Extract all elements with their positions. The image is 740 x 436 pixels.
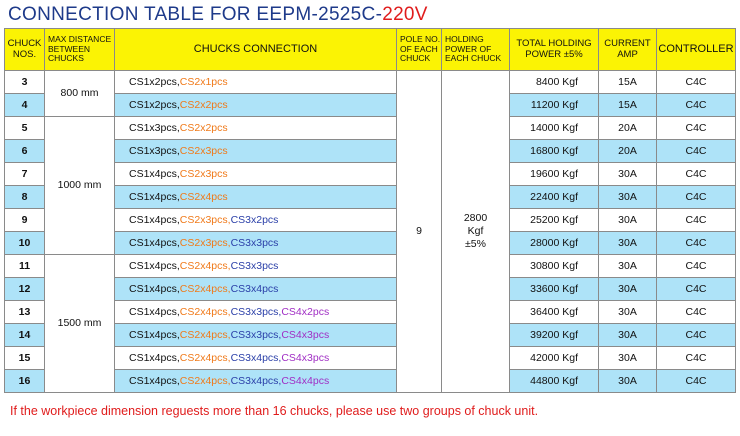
current-amp-cell: 15A <box>599 71 657 94</box>
current-amp-cell: 20A <box>599 117 657 140</box>
controller-cell: C4C <box>657 370 736 393</box>
connection-part: CS3x3pcs <box>230 237 279 249</box>
chuck-number-cell: 15 <box>5 347 45 370</box>
connection-part: CS1x4pcs, <box>129 306 180 318</box>
controller-cell: C4C <box>657 347 736 370</box>
connection-part: CS2x4pcs, <box>179 375 231 387</box>
connection-part: CS3x4pcs, <box>230 375 282 387</box>
table-row <box>5 301 736 324</box>
current-amp-cell: 30A <box>599 163 657 186</box>
connection-part: CS3x3pcs <box>230 260 279 272</box>
connection-part: CS1x4pcs, <box>129 352 180 364</box>
connection-part: CS2x2pcs <box>179 99 228 111</box>
connection-part: CS1x4pcs, <box>129 329 180 341</box>
connection-part: CS2x2pcs <box>179 122 228 134</box>
table-row <box>5 163 736 186</box>
connection-part: CS2x4pcs, <box>179 352 231 364</box>
connection-part: CS1x4pcs, <box>129 168 180 180</box>
connection-part: CS2x3pcs <box>179 145 228 157</box>
table-row <box>5 186 736 209</box>
header-holding-power: HOLDING POWER OF EACH CHUCK <box>442 29 510 71</box>
chuck-number-cell: 4 <box>5 94 45 117</box>
connection-cell <box>115 209 397 232</box>
connection-part: CS2x4pcs, <box>179 283 231 295</box>
connection-part: CS1x3pcs, <box>129 122 180 134</box>
table-row <box>5 140 736 163</box>
chuck-number-cell: 5 <box>5 117 45 140</box>
table-row <box>5 347 736 370</box>
connection-part: CS4x3pcs <box>281 352 330 364</box>
current-amp-cell: 30A <box>599 232 657 255</box>
table-row <box>5 324 736 347</box>
connection-part: CS1x4pcs, <box>129 283 180 295</box>
connection-cell <box>115 278 397 301</box>
connection-part: CS2x1pcs <box>179 76 228 88</box>
total-holding-cell: 30800 Kgf <box>510 255 599 278</box>
footnote: If the workpiece dimension reguests more than 16 chucks, please use two groups of chuck unit. <box>10 404 539 418</box>
connection-part: CS1x4pcs, <box>129 260 180 272</box>
holding-power-cell: 2800 Kgf ±5% <box>442 71 510 393</box>
current-amp-cell: 30A <box>599 301 657 324</box>
connection-part: CS2x4pcs, <box>179 329 231 341</box>
controller-cell: C4C <box>657 301 736 324</box>
connection-part: CS2x3pcs, <box>179 214 231 226</box>
table-row <box>5 71 736 94</box>
total-holding-cell: 33600 Kgf <box>510 278 599 301</box>
header-controller: CONTROLLER <box>657 29 736 71</box>
connection-part: CS1x2pcs, <box>129 76 180 88</box>
connection-part: CS1x4pcs, <box>129 191 180 203</box>
chuck-number-cell: 8 <box>5 186 45 209</box>
chuck-number-cell: 3 <box>5 71 45 94</box>
current-amp-cell: 30A <box>599 347 657 370</box>
total-holding-cell: 36400 Kgf <box>510 301 599 324</box>
chuck-number-cell: 6 <box>5 140 45 163</box>
connection-cell <box>115 255 397 278</box>
connection-part: CS1x4pcs, <box>129 214 180 226</box>
connection-part: CS1x2pcs, <box>129 99 180 111</box>
controller-cell: C4C <box>657 94 736 117</box>
chuck-number-cell: 16 <box>5 370 45 393</box>
current-amp-cell: 30A <box>599 370 657 393</box>
max-distance-cell: 800 mm <box>45 71 115 117</box>
current-amp-cell: 30A <box>599 186 657 209</box>
chuck-number-cell: 12 <box>5 278 45 301</box>
max-distance-cell: 1000 mm <box>45 117 115 255</box>
connection-part: CS1x4pcs, <box>129 375 180 387</box>
connection-part: CS2x4pcs, <box>179 306 231 318</box>
chuck-number-cell: 10 <box>5 232 45 255</box>
table-row <box>5 278 736 301</box>
connection-part: CS1x4pcs, <box>129 237 180 249</box>
table-row <box>5 94 736 117</box>
current-amp-cell: 15A <box>599 94 657 117</box>
connection-cell <box>115 301 397 324</box>
total-holding-cell: 8400 Kgf <box>510 71 599 94</box>
header-chuck-nos: CHUCK NOS. <box>5 29 45 71</box>
controller-cell: C4C <box>657 117 736 140</box>
controller-cell: C4C <box>657 71 736 94</box>
connection-cell <box>115 324 397 347</box>
chuck-number-cell: 13 <box>5 301 45 324</box>
chuck-number-cell: 9 <box>5 209 45 232</box>
controller-cell: C4C <box>657 163 736 186</box>
controller-cell: C4C <box>657 255 736 278</box>
table-row <box>5 370 736 393</box>
title-main: CONNECTION TABLE FOR EEPM-2525C- <box>8 4 383 25</box>
total-holding-cell: 42000 Kgf <box>510 347 599 370</box>
page-title <box>8 4 428 26</box>
connection-cell <box>115 94 397 117</box>
total-holding-cell: 14000 Kgf <box>510 117 599 140</box>
connection-part: CS2x4pcs, <box>179 260 231 272</box>
connection-part: CS2x4pcs <box>179 191 228 203</box>
header-row <box>5 29 736 71</box>
connection-cell <box>115 186 397 209</box>
header-max-distance: MAX DISTANCE BETWEEN CHUCKS <box>45 29 115 71</box>
controller-cell: C4C <box>657 209 736 232</box>
total-holding-cell: 16800 Kgf <box>510 140 599 163</box>
total-holding-cell: 19600 Kgf <box>510 163 599 186</box>
connection-part: CS3x3pcs, <box>230 329 282 341</box>
connection-table <box>4 28 736 393</box>
pole-number-cell: 9 <box>397 71 442 393</box>
table-row <box>5 255 736 278</box>
total-holding-cell: 39200 Kgf <box>510 324 599 347</box>
connection-part: CS3x4pcs, <box>230 352 282 364</box>
max-distance-cell: 1500 mm <box>45 255 115 393</box>
table-row <box>5 117 736 140</box>
connection-part: CS1x3pcs, <box>129 145 180 157</box>
current-amp-cell: 30A <box>599 255 657 278</box>
controller-cell: C4C <box>657 232 736 255</box>
connection-cell <box>115 347 397 370</box>
controller-cell: C4C <box>657 186 736 209</box>
chuck-number-cell: 7 <box>5 163 45 186</box>
connection-part: CS3x4pcs <box>230 283 279 295</box>
controller-cell: C4C <box>657 140 736 163</box>
total-holding-cell: 28000 Kgf <box>510 232 599 255</box>
controller-cell: C4C <box>657 324 736 347</box>
connection-part: CS2x3pcs <box>179 168 228 180</box>
current-amp-cell: 20A <box>599 140 657 163</box>
table-row <box>5 232 736 255</box>
connection-part: CS3x3pcs, <box>230 306 282 318</box>
connection-part: CS4x3pcs <box>281 329 330 341</box>
current-amp-cell: 30A <box>599 209 657 232</box>
connection-cell <box>115 163 397 186</box>
connection-cell <box>115 232 397 255</box>
header-current-amp: CURRENT AMP <box>599 29 657 71</box>
connection-part: CS3x2pcs <box>230 214 279 226</box>
connection-cell <box>115 71 397 94</box>
total-holding-cell: 22400 Kgf <box>510 186 599 209</box>
total-holding-cell: 25200 Kgf <box>510 209 599 232</box>
chuck-number-cell: 11 <box>5 255 45 278</box>
current-amp-cell: 30A <box>599 278 657 301</box>
title-voltage: 220V <box>382 4 428 25</box>
header-connection: CHUCKS CONNECTION <box>115 29 397 71</box>
header-total-holding: TOTAL HOLDING POWER ±5% <box>510 29 599 71</box>
connection-part: CS4x4pcs <box>281 375 330 387</box>
connection-cell <box>115 140 397 163</box>
total-holding-cell: 11200 Kgf <box>510 94 599 117</box>
connection-cell <box>115 117 397 140</box>
current-amp-cell: 30A <box>599 324 657 347</box>
connection-part: CS4x2pcs <box>281 306 330 318</box>
table-row <box>5 209 736 232</box>
total-holding-cell: 44800 Kgf <box>510 370 599 393</box>
chuck-number-cell: 14 <box>5 324 45 347</box>
connection-cell <box>115 370 397 393</box>
connection-part: CS2x3pcs, <box>179 237 231 249</box>
header-pole-no: POLE NO. OF EACH CHUCK <box>397 29 442 71</box>
controller-cell: C4C <box>657 278 736 301</box>
